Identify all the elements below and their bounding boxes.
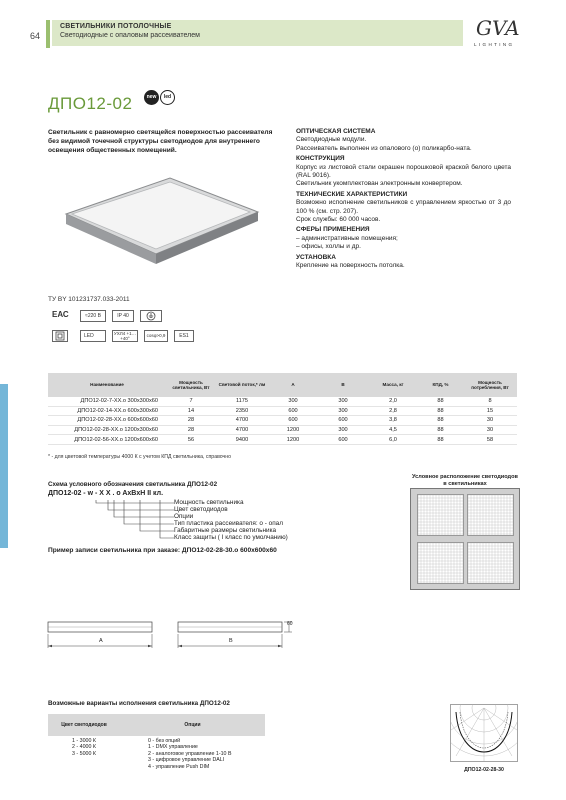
construction-text-2: Светильник укомплектован электронным конвертером. — [296, 180, 463, 188]
side-tab — [0, 384, 8, 548]
table-row — [48, 397, 517, 406]
cell: 600 — [268, 416, 318, 426]
cell: 30 — [463, 416, 517, 426]
scheme-label-class: Класс защиты ( I класс по умолчанию) — [174, 534, 288, 541]
light-distribution-caption: ДПО12-02-28-30 — [464, 767, 504, 773]
diode-module — [417, 494, 464, 536]
cell: 88 — [418, 406, 463, 416]
list-item: 0 - без опций — [148, 738, 181, 744]
cell: 88 — [418, 435, 463, 445]
cell: ДПО12-02-7-XX.о 300х300х60 — [48, 397, 166, 406]
diode-layout-diagram — [410, 488, 520, 590]
diode-module — [467, 542, 514, 584]
variants-col-options: Опции — [120, 714, 265, 736]
section-title: СВЕТИЛЬНИКИ ПОТОЛОЧНЫЕ — [60, 23, 172, 30]
applications-item-1: – административные помещения; — [296, 234, 398, 242]
col-header-a: А — [268, 373, 318, 397]
cell: 4700 — [216, 416, 268, 426]
specs-panel — [296, 128, 511, 273]
list-item: 2 - 4000 К — [72, 744, 96, 751]
page-number: 64 — [30, 31, 41, 41]
tech-heading: ТЕХНИЧЕСКИЕ ХАРАКТЕРИСТИКИ — [296, 190, 408, 198]
col-header-mass: Масса, кг — [368, 373, 418, 397]
variants-table — [48, 714, 265, 772]
cell: 600 — [268, 406, 318, 416]
cell: 6,0 — [368, 435, 418, 445]
col-header-efficiency: КПД, % — [418, 373, 463, 397]
variants-title: Возможные варианты исполнения светильника ДПО12-02 — [48, 700, 230, 707]
cell: 9400 — [216, 435, 268, 445]
variants-col-color: Цвет светодиодов — [48, 714, 120, 736]
tech-spec-code: ТУ BY 101231737.033-2011 — [48, 296, 130, 303]
cell: 2350 — [216, 406, 268, 416]
climate-icon: УХЛ4 +1…+40° — [113, 331, 137, 341]
cell: ДПО12-02-28-XX.о 600х600х60 — [48, 416, 166, 426]
table-footnote: * - для цветовой температуры 4000 К с учетом КПД светильника, справочно — [48, 454, 231, 460]
class-ii-icon — [52, 330, 68, 342]
applications-heading: СФЕРЫ ПРИМЕНЕНИЯ — [296, 226, 370, 234]
scheme-leader-lines — [48, 498, 178, 548]
tech-text-2: Срок службы: 60 000 часов. — [296, 216, 381, 224]
cell: 58 — [463, 435, 517, 445]
optical-text-1: Светодиодные модули. — [296, 136, 367, 144]
col-header-flux: Световой поток,* лм — [216, 373, 268, 397]
dimension-b-label: В — [229, 638, 233, 644]
dimension-a-label: А — [99, 638, 103, 644]
cell: ДПО12-02-56-XX.о 1200х600х60 — [48, 435, 166, 445]
logo-mark: GVA — [476, 16, 520, 40]
list-item: 1 - 3000 К — [72, 738, 96, 744]
list-item: 3 - цифровое управление DALI — [148, 757, 225, 764]
cell: 8 — [463, 397, 517, 406]
led-badge-icon: led — [160, 90, 175, 105]
logo-sub: LIGHTING — [474, 42, 515, 47]
spec-table — [48, 373, 517, 445]
list-item: 2 - аналоговое управление 1-10 В — [148, 750, 232, 757]
table-row — [48, 425, 517, 435]
cell: 3,8 — [368, 416, 418, 426]
cell: 2,0 — [368, 397, 418, 406]
cell: 88 — [418, 416, 463, 426]
scheme-title: Схема условного обозначения светильника ДПО12-02 — [48, 481, 218, 488]
table-row — [48, 416, 517, 426]
cell: ДПО12-02-28-XX.о 1200х300х60 — [48, 425, 166, 435]
col-header-power: Мощность светильника, Вт — [166, 373, 216, 397]
cell: 4,5 — [368, 425, 418, 435]
cell: ДПО12-02-14-XX.о 600х300х60 — [48, 406, 166, 416]
subsection-title: Светодиодные с опаловым рассеивателем — [60, 32, 200, 39]
led-icon — [80, 330, 106, 342]
cell: 30 — [463, 425, 517, 435]
ip-rating-icon: IP 40 — [112, 310, 134, 322]
product-intro: Светильник с равномерно светящейся поверхностью рассеивателя без видимой точечной структуры светодиодов для внутреннего освещения общественных помещений. — [48, 129, 273, 154]
list-item: 1 - DMX управление — [148, 744, 198, 751]
eac-icon: ЕАС — [52, 310, 69, 319]
table-row — [48, 736, 265, 772]
cos-phi-icon: cosφ>0,9 — [144, 330, 168, 342]
cell: 300 — [318, 397, 368, 406]
brand-logo — [474, 16, 544, 52]
scheme-label-options: Опции — [174, 513, 194, 520]
variants-colors-cell — [48, 736, 120, 772]
cell: 1175 — [216, 397, 268, 406]
scheme-code: ДПО12-02 - w - X X . o AxBxH II кл. — [48, 490, 164, 497]
table-header-row — [48, 373, 517, 397]
variants-header-row — [48, 714, 265, 736]
tech-text-1: Возможно исполнение светильников с управлением яркостью от 3 до 100 % (см. стр. 207). — [296, 199, 511, 215]
light-distribution-diagram — [450, 704, 518, 762]
scheme-label-power: Мощность светильника — [174, 499, 244, 506]
product-image — [62, 172, 262, 278]
cell: 15 — [463, 406, 517, 416]
cell: 56 — [166, 435, 216, 445]
cell: 7 — [166, 397, 216, 406]
scheme-label-color: Цвет светодиодов — [174, 506, 228, 513]
es-icon: ES1 — [174, 330, 194, 342]
product-title: ДПО12-02 — [48, 94, 133, 113]
header-section — [52, 20, 463, 46]
optical-heading: ОПТИЧЕСКАЯ СИСТЕМА — [296, 128, 376, 135]
cell: 28 — [166, 425, 216, 435]
voltage-icon: ≈220 В — [80, 310, 106, 322]
diode-layout-title: Условное расположение светодиодов в светильниках — [412, 474, 518, 487]
construction-text-1: Корпус из листовой стали окрашен порошковой краской белого цвета (RAL 9016). — [296, 163, 511, 180]
led-label: LED — [84, 333, 94, 339]
cell: 600 — [318, 435, 368, 445]
table-row — [48, 406, 517, 416]
cell: 2,8 — [368, 406, 418, 416]
cell: 28 — [166, 416, 216, 426]
optical-text-2: Рассеиватель выполнен из опалового (о) поликарбо-ната. — [296, 144, 472, 152]
col-header-b: В — [318, 373, 368, 397]
installation-text: Крепление на поверхность потолка. — [296, 262, 405, 270]
installation-heading: УСТАНОВКА — [296, 253, 336, 261]
list-item: 4 - управление Push DIM — [148, 763, 210, 770]
scheme-label-plastic: Тип пластика рассеивателя: о - опал — [174, 520, 283, 527]
cell: 1200 — [268, 425, 318, 435]
applications-item-2: – офисы, холлы и др. — [296, 243, 361, 251]
variants-options-cell — [120, 736, 265, 772]
cell: 600 — [318, 416, 368, 426]
cell: 300 — [318, 406, 368, 416]
diode-module — [467, 494, 514, 536]
cell: 300 — [318, 425, 368, 435]
ground-icon — [140, 310, 162, 322]
dimension-h-label: 60 — [287, 621, 293, 627]
header-accent-bar — [46, 20, 50, 48]
table-row — [48, 435, 517, 445]
scheme-label-dimensions: Габаритные размеры светильника — [174, 527, 277, 534]
cell: 300 — [268, 397, 318, 406]
construction-heading: КОНСТРУКЦИЯ — [296, 155, 345, 163]
list-item: 3 - 5000 К — [72, 750, 96, 757]
col-header-consumption: Мощность потребления, Вт — [463, 373, 517, 397]
cell: 14 — [166, 406, 216, 416]
cell: 1200 — [268, 435, 318, 445]
order-example: Пример записи светильника при заказе: ДПО12-02-28-30.о 600х600х60 — [48, 547, 277, 554]
new-badge-icon: new — [144, 90, 159, 105]
dimension-drawing-b — [176, 618, 296, 658]
col-header-name: Наименование — [48, 373, 166, 397]
cell: 88 — [418, 397, 463, 406]
cell: 88 — [418, 425, 463, 435]
diode-module — [417, 542, 464, 584]
cell: 4700 — [216, 425, 268, 435]
